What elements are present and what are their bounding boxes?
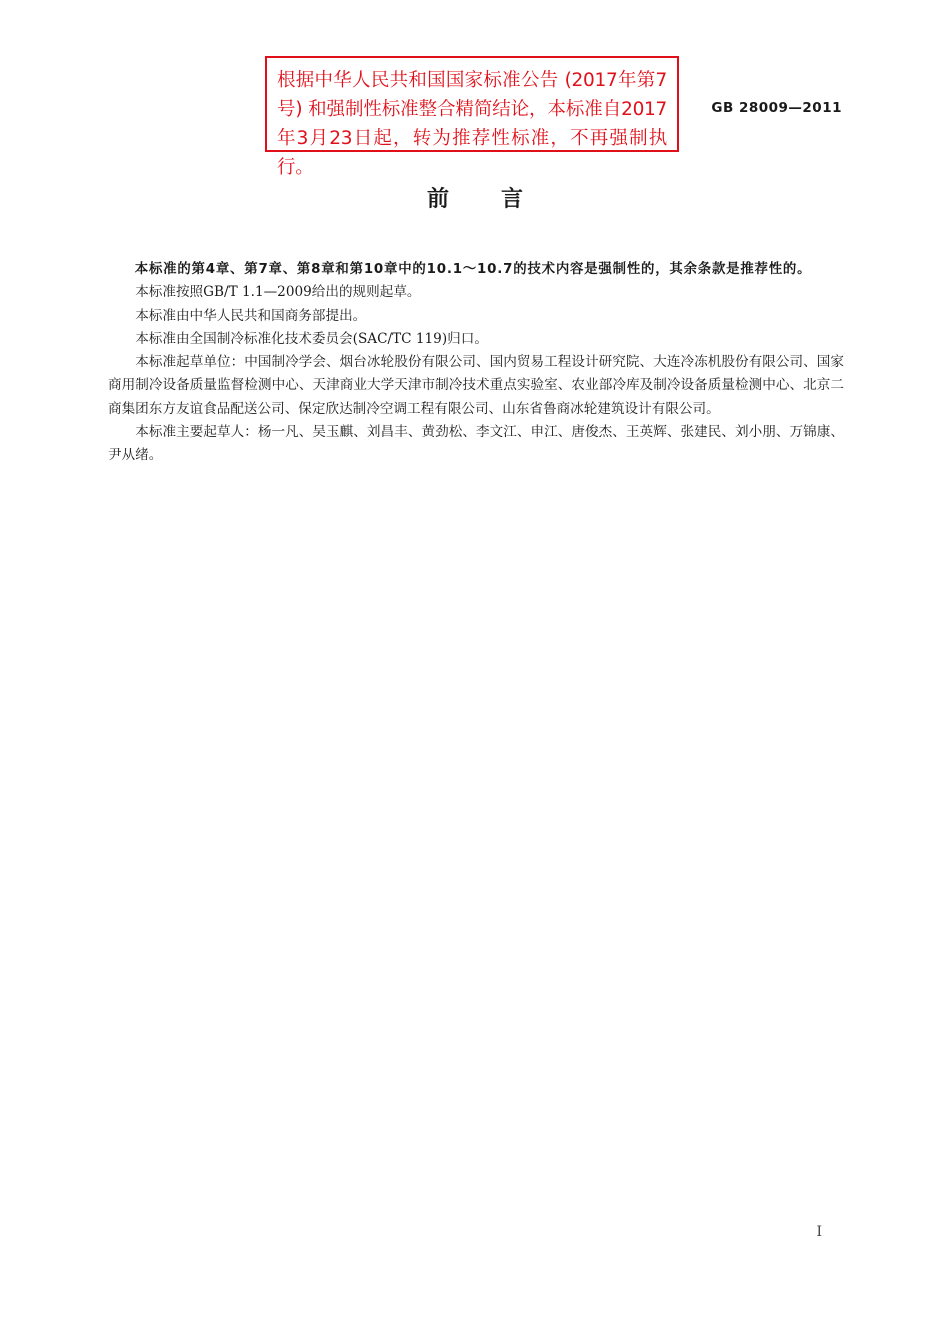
notice-text: 根据中华人民共和国国家标准公告 (2017年第7号) 和强制性标准整合精简结论，本标准自2017年3月23日起，转为推荐性标准，不再强制执行。: [277, 70, 667, 178]
compulsory-status-notice: [265, 56, 679, 178]
paragraph-technical-committee: 本标准由全国制冷标准化技术委员会(SAC/TC 119)归口。: [135, 330, 488, 347]
foreword-body: [108, 258, 844, 468]
page-number: I: [816, 1224, 822, 1240]
standard-code: GB 28009—2011: [711, 100, 842, 116]
paragraph-drafting-organizations: 本标准起草单位：中国制冷学会、烟台冰轮股份有限公司、国内贸易工程设计研究院、大连冷冻机股份有限公司、国家商用制冷设备质量监督检测中心、天津商业大学天津市制冷技术重点实验室、农业部冷库及制冷设备质量检测中心、北京二商集团东方友谊食品配送公司、保定欣达制冷空调工程有限公司、山东省鲁商冰轮建筑设计有限公司。: [108, 354, 844, 417]
paragraph-drafters: 本标准主要起草人：杨一凡、吴玉麒、刘昌丰、黄劲松、李文江、申江、唐俊杰、王英辉、张建民、刘小朋、万锦康、尹从绪。: [108, 424, 844, 464]
page-title: 前言: [426, 187, 575, 212]
paragraph-mandatory-clauses: 本标准的第4章、第7章、第8章和第10章中的10.1～10.7的技术内容是强制性的，其余条款是推荐性的。: [134, 262, 812, 277]
paragraph-drafting-rules: 本标准按照GB/T 1.1—2009给出的规则起草。: [135, 284, 421, 301]
paragraph-proposer: 本标准由中华人民共和国商务部提出。: [135, 307, 367, 324]
